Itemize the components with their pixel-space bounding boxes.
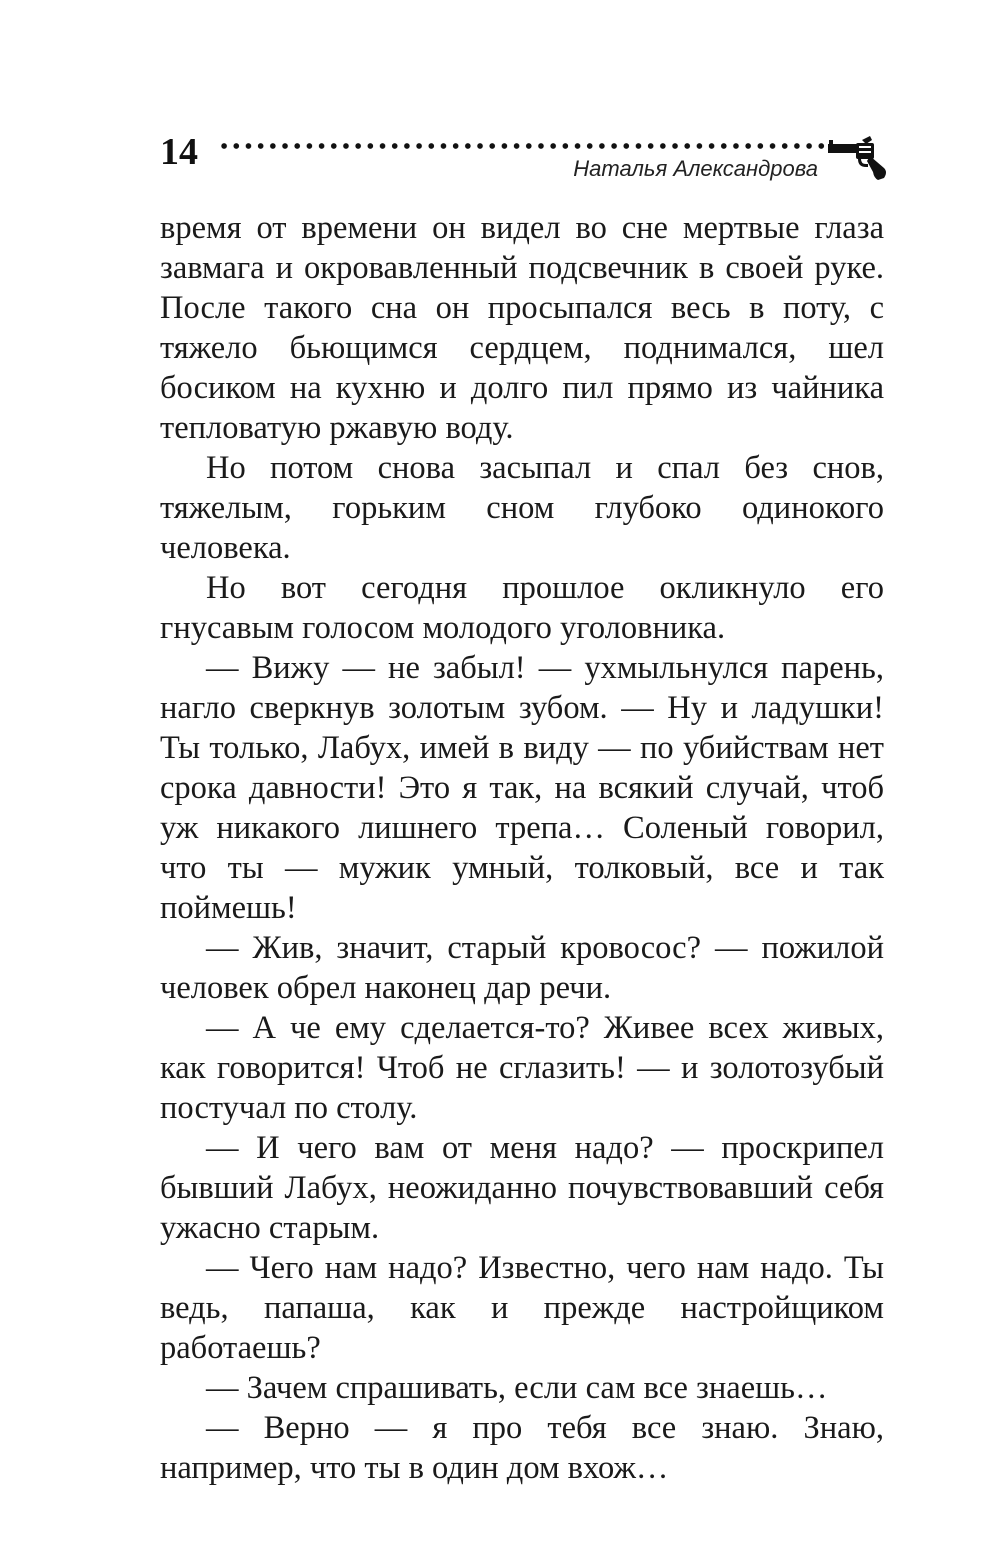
paragraph: — А че ему сделается-то? Живее всех живых, как говорится! Чтоб не сглазить! — и золотозубый постучал по столу. bbox=[160, 1010, 884, 1126]
author-name: Наталья Александрова bbox=[573, 156, 818, 181]
dotted-rule bbox=[218, 142, 826, 150]
paragraph: Но потом снова засыпал и спал без снов, тяжелым, горьким сном глубоко одинокого человека. bbox=[160, 450, 884, 566]
paragraph: — Чего нам надо? Известно, чего нам надо. Ты ведь, папаша, как и прежде настройщиком работаешь? bbox=[160, 1250, 884, 1366]
paragraph: — Вижу — не забыл! — ухмыльнулся парень, нагло сверкнув золотым зубом. — Ну и ладушки! Ты только, Лабух, имей в виду — по убийствам нет срока давности! Это я так, на всякий случай, чтоб уж никакого лишнего трепа… Соленый говорил, что ты — мужик умный, толковый, все и так поймешь! bbox=[160, 650, 884, 926]
running-header bbox=[160, 128, 890, 188]
page-number: 14 bbox=[160, 131, 198, 173]
paragraph: — Верно — я про тебя все знаю. Знаю, например, что ты в один дом вхож… bbox=[160, 1410, 884, 1486]
paragraph: время от времени он видел во сне мертвые глаза завмага и окровавленный подсвечник в своей руке. После такого сна он просыпался весь в поту, с тяжело бьющимся сердцем, поднимался, шел босиком на кухню и долго пил прямо из чайника тепловатую ржавую воду. bbox=[160, 210, 884, 446]
revolver-icon bbox=[826, 134, 890, 182]
page-body-text bbox=[160, 208, 884, 1488]
paragraph: — И чего вам от меня надо? — проскрипел бывший Лабух, неожиданно почувствовавший себя ужасно старым. bbox=[160, 1130, 884, 1246]
paragraph: — Зачем спрашивать, если сам все знаешь… bbox=[206, 1370, 828, 1406]
paragraph: Но вот сегодня прошлое окликнуло его гнусавым голосом молодого уголовника. bbox=[160, 570, 884, 646]
paragraph: — Жив, значит, старый кровосос? — пожилой человек обрел наконец дар речи. bbox=[160, 930, 884, 1006]
